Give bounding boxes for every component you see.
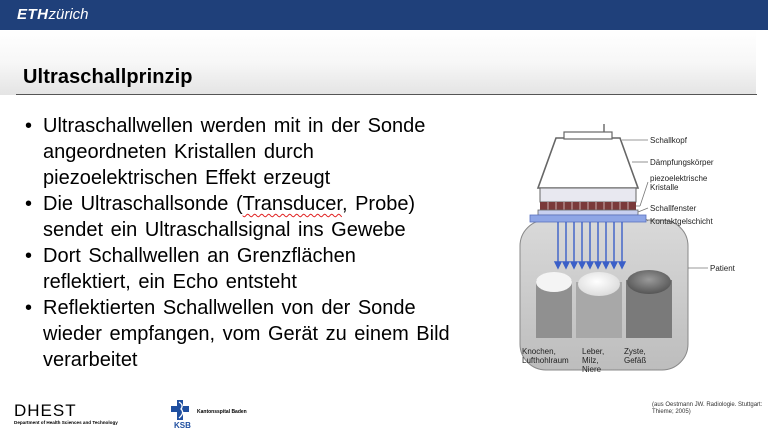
dhest-logo xyxy=(14,401,118,425)
eth-logo-strong: ETH xyxy=(17,6,49,23)
label-piezo-2: Kristalle xyxy=(650,183,679,192)
label-piezo-1: piezoelektrische xyxy=(650,174,708,183)
label-zyste-2: Gefäß xyxy=(624,356,647,365)
bullet-line: Reflektierten Schallwellen von der Sonde xyxy=(43,297,416,319)
bullet-line: Ultraschallwellen werden mit in der Sonde xyxy=(43,115,426,137)
bullet-line: reflektiert, ein Echo entsteht xyxy=(43,271,297,293)
bullet-item xyxy=(25,295,505,373)
label-fenster: Schallfenster xyxy=(650,204,697,213)
contact-gel-layer xyxy=(530,215,646,222)
bullet-list xyxy=(25,113,505,373)
label-leber-2: Milz, xyxy=(582,356,599,365)
label-daempfung: Dämpfungskörper xyxy=(650,158,714,167)
organ-reflection xyxy=(578,272,620,296)
eth-header-bar xyxy=(0,0,768,30)
bullet-line: Dort Schallwellen an Grenzflächen xyxy=(43,245,356,267)
eth-logo-rest: zürich xyxy=(48,6,89,23)
slide-title: Ultraschallprinzip xyxy=(23,66,193,88)
dhest-title: DHEST xyxy=(14,401,77,420)
label-knochen-2: Lufthohlraum xyxy=(522,356,569,365)
label-knochen-1: Knochen, xyxy=(522,347,556,356)
bullet-line: wieder empfangen, vom Gerät zu einem Bild xyxy=(43,323,450,345)
bone-reflection xyxy=(536,272,572,292)
damping-body xyxy=(540,188,636,202)
label-schallkopf: Schallkopf xyxy=(650,136,687,145)
ksb-cross-icon xyxy=(171,400,189,420)
ksb-logo-text: KSB xyxy=(174,421,191,430)
source-line: Thieme; 2005) xyxy=(652,409,691,415)
label-patient: Patient xyxy=(710,264,735,273)
acoustic-window xyxy=(538,210,638,215)
bullet-item xyxy=(25,191,505,243)
bullet-line: Die Ultraschallsonde ( xyxy=(43,193,243,215)
source-line: (aus Oestmann JW. Radiologie. Stuttgart: xyxy=(652,402,763,408)
title-divider xyxy=(16,94,757,95)
probe-cap xyxy=(564,132,612,139)
label-leber-1: Leber, xyxy=(582,347,605,356)
bullet-line: angeordneten Kristallen durch xyxy=(43,141,314,163)
image-source-citation xyxy=(652,402,767,416)
bullet-item xyxy=(25,243,505,295)
spellcheck-word: Transducer xyxy=(242,193,342,215)
dhest-subtitle: Department of Health Sciences and Technology xyxy=(14,420,118,425)
cyst-reflection xyxy=(627,270,671,294)
bullet-line: verarbeitet xyxy=(43,349,138,371)
label-leber-3: Niere xyxy=(582,365,602,374)
bullet-line: sendet ein Ultraschallsignal ins Gewebe xyxy=(43,219,406,241)
eth-logo xyxy=(17,6,89,23)
ultrasound-beams xyxy=(555,222,625,268)
bullet-line: piezoelektrischen Effekt erzeugt xyxy=(43,167,331,189)
label-kontakt: Kontaktgelschicht xyxy=(650,217,713,226)
label-zyste-1: Zyste, xyxy=(624,347,646,356)
ultrasound-probe-diagram xyxy=(512,122,764,390)
probe-housing xyxy=(538,138,638,188)
bullet-line: , Probe) xyxy=(341,193,416,215)
bullet-item xyxy=(25,113,505,191)
ksb-hospital-name: Kantonsspital Baden xyxy=(197,409,247,415)
